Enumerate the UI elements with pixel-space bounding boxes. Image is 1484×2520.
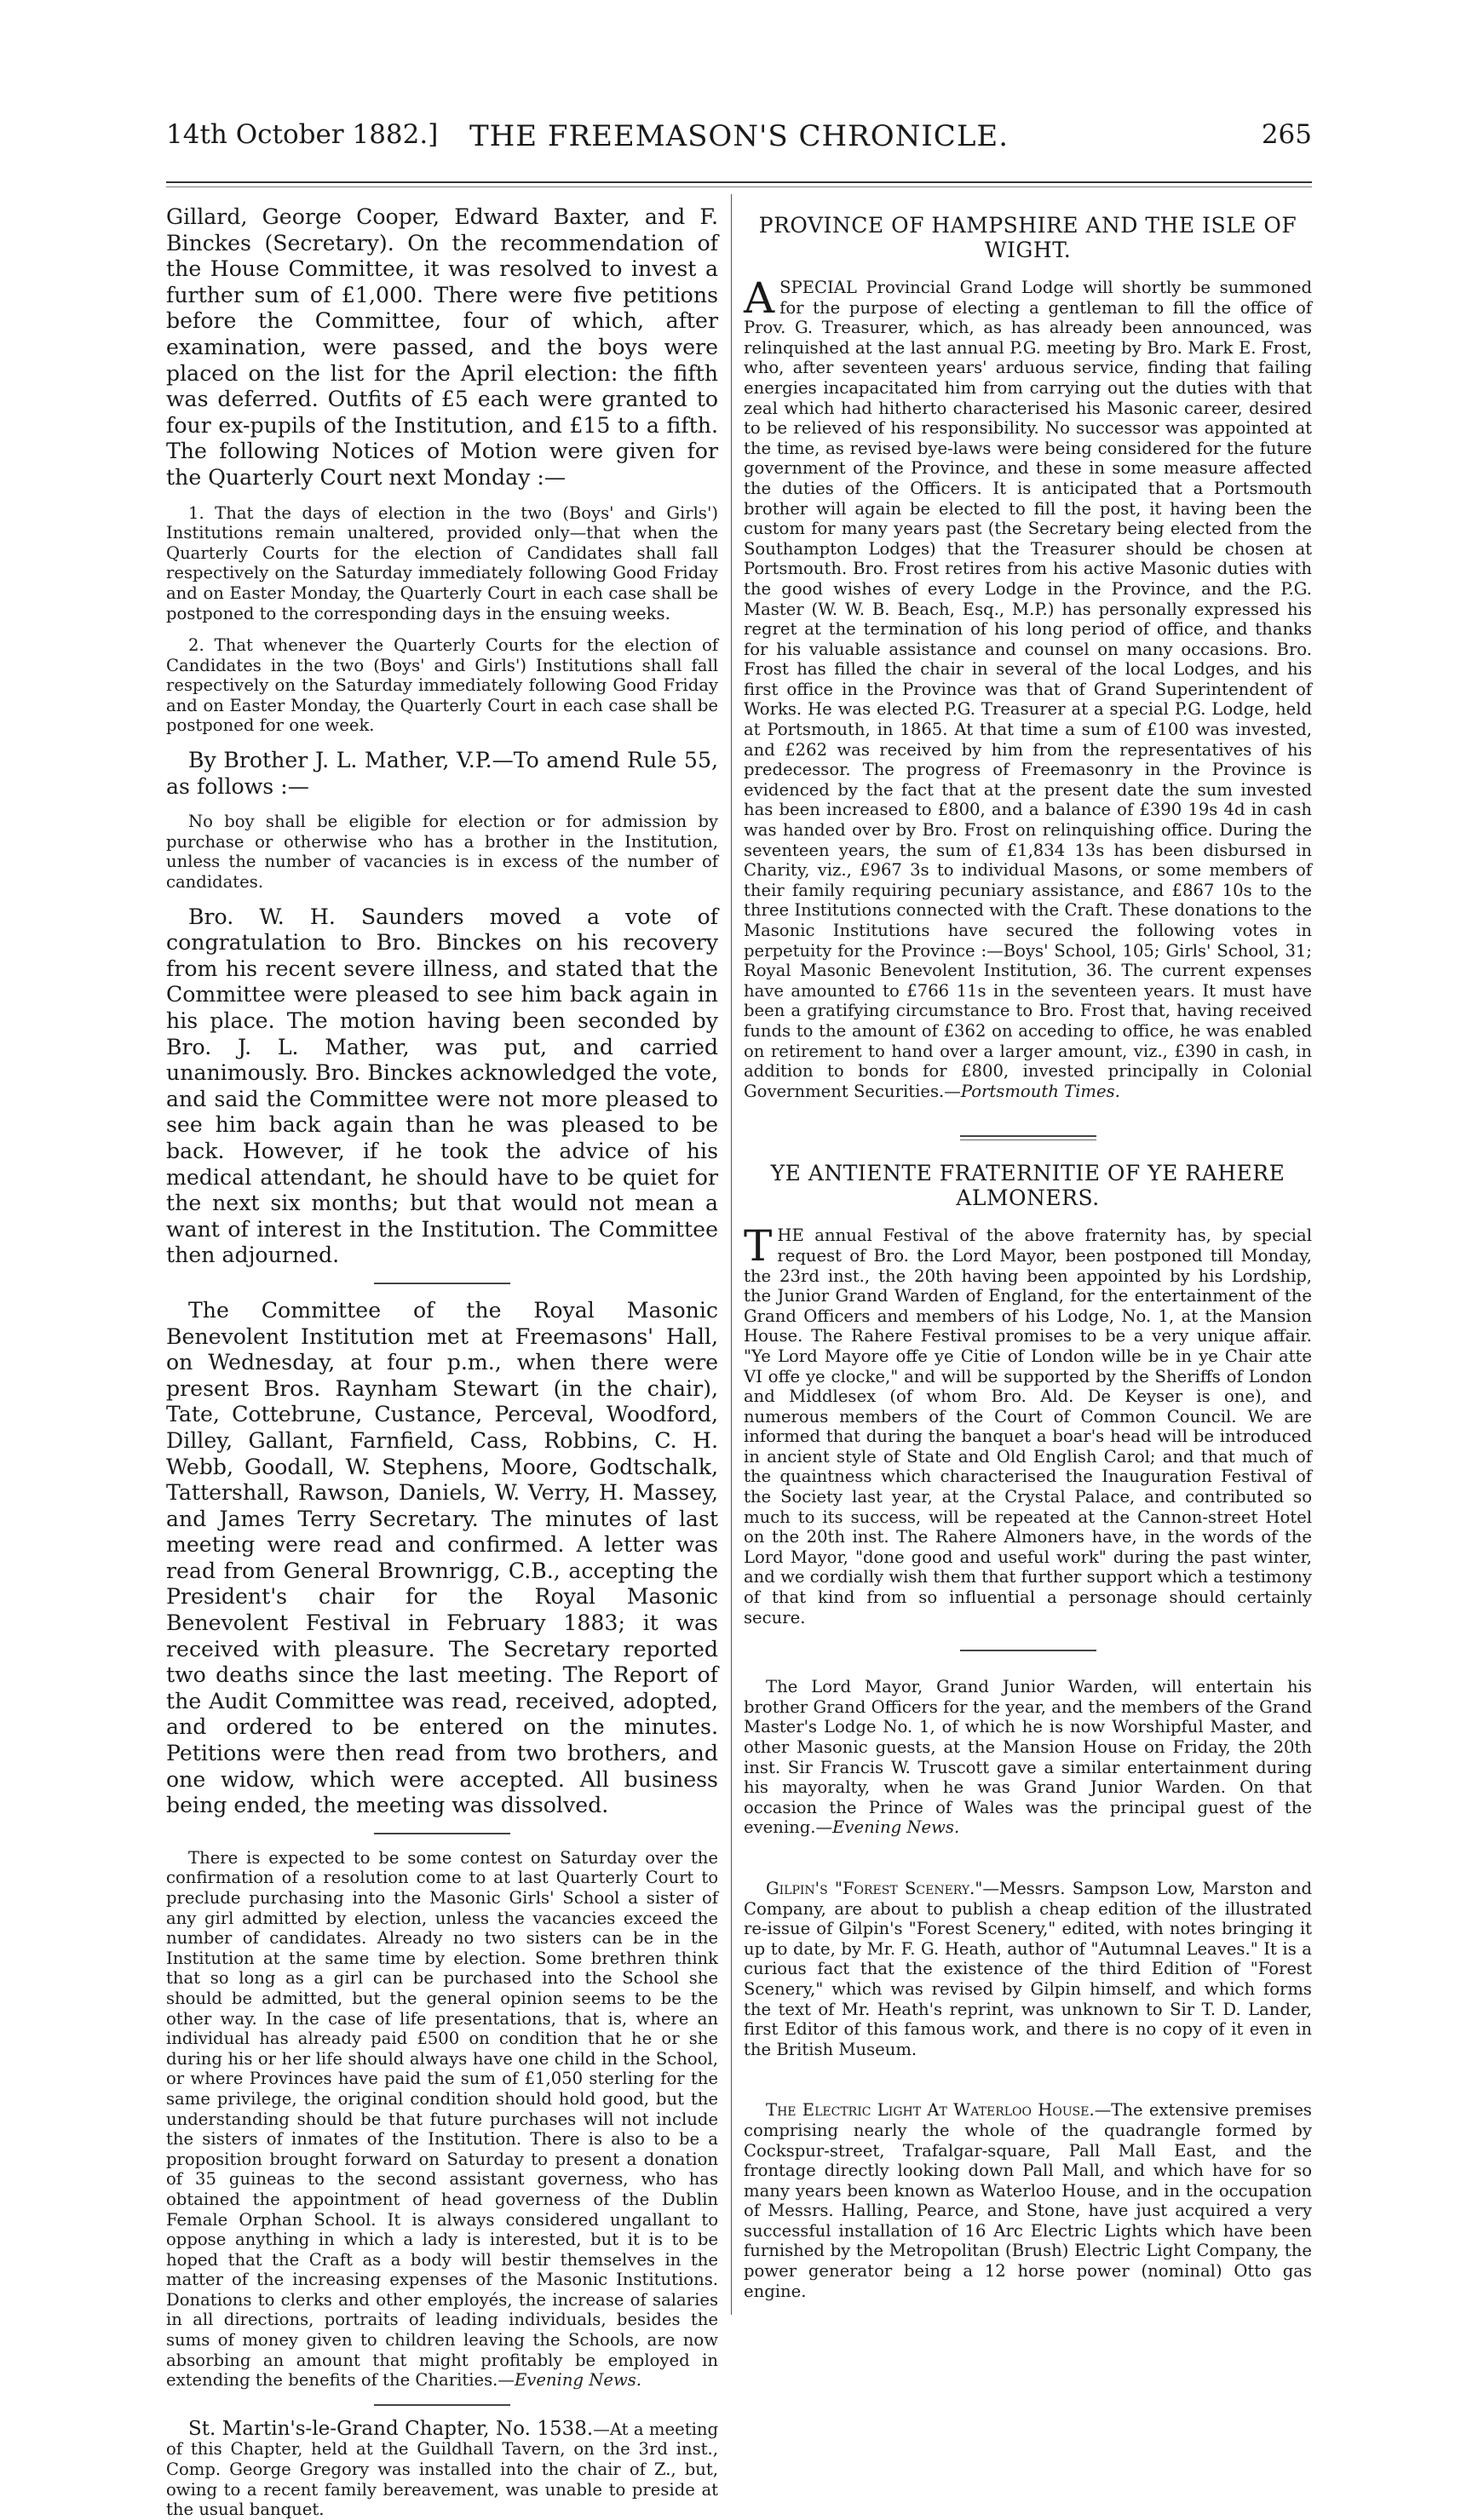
article-title: Gilpin's "Forest Scenery.": [766, 1878, 983, 1898]
section-separator: [374, 1283, 510, 1284]
rahere-heading: YE ANTIENTE FRATERNITIE OF YE RAHERE ALMONERS.: [770, 1161, 1286, 1211]
left-column: [166, 204, 718, 2520]
boys-institution-report: Gillard, George Cooper, Edward Baxter, and F. Binckes (Secretary). On the recommendation of the House Committee, it was resolved to invest a further sum of £1,000. There were five petitions before the Committee, four of which, after examination, were passed, and the boys were placed on the list for the April election: the fifth was deferred. Outfits of £5 each were granted to four ex-pupils of the Institution, and £15 to a fifth. The following Notices of Motion were given for the Quarterly Court next Monday :—: [166, 204, 718, 490]
section-separator: [960, 1135, 1096, 1137]
article-body: SPECIAL Provincial Grand Lodge will shortly be summoned for the purpose of electing a gentleman to fill the office of Prov. G. Treasurer, which, as has already been announced, was relinquished at the last annual P.G. meeting by Bro. Mark E. Frost, who, after seventeen years' arduous service, finding that failing energies incapacitated him from carrying out the duties with that zeal which had hitherto characterised his Masonic career, desired to be relieved of his responsibility. No successor was appointed at the time, as revised bye-laws were being considered for the future government of the Province, and these in some measure affected the duties of the Officers. It is anticipated that a Portsmouth brother will again be elected to fill the post, it having been the custom for many years past (the Secretary being elected from the Southampton Lodges) that the Treasurer should be chosen at Portsmouth. Bro. Frost retires from his active Masonic duties with the good wishes of every Lodge in the Province, and the P.G. Master (W. W. B. Beach, Esq., M.P.) has personally expressed his regret at the termination of his long period of office, and thanks for his valuable assistance and counsel on many occasions. Bro. Frost has filled the chair in several of the local Lodges, and his first office in the Province was that of Grand Superintendent of Works. He was elected P.G. Treasurer at a special P.G. Lodge, held at Portsmouth, in 1865. At that time a sum of £100 was invested, and £262 was received by him from the representatives of his predecessor. The progress of Freemasonry in the Province is evidenced by the fact that at the present date the sum invested has been increased to £800, and a balance of £390 19s 4d in cash was handed over by Bro. Frost on relinquishing office. During the seventeen years, the sum of £1,834 13s has been disbursed in Charity, viz., £967 3s to individual Masons, or some members of their family requiring pecuniary assistance, and £867 10s to the three Institutions connected with the Craft. These donations to the Masonic Institutions have secured the following votes in perpetuity for the Province :—Boys' School, 105; Girls' School, 31; Royal Masonic Benevolent Institution, 36. The current expenses have amounted to £766 11s in the seventeen years. It must have been a gratifying circumstance to Bro. Frost that, having received funds to the amount of £362 on acceding to office, he was enabled on retirement to hand over a larger amount, viz., £390 in cash, in addition to bonds for £800, invested principally in Colonial Government Securities.—: [744, 278, 1312, 1101]
right-column: [744, 204, 1312, 2301]
hampshire-heading: PROVINCE OF HAMPSHIRE AND THE ISLE OF WIGHT.: [758, 213, 1297, 262]
girls-school-contest-article: [166, 1848, 718, 2391]
notice-of-motion-2: 2. That whenever the Quarterly Courts for the election of Candidates in the two (Boys' and Girls') Institutions shall fall respectively on the Saturday immediately following Good Friday and on Easter Monday, the Quarterly Court in each case shall be postponed for one week.: [166, 635, 718, 736]
gilpin-article: [744, 1879, 1312, 2059]
publication-title: THE FREEMASON'S CHRONICLE.: [469, 119, 1009, 153]
rule-55-text: No boy shall be eligible for election or for admission by purchase or otherwise who has a brother in the Institution, unless the number of vacancies is in excess of the number of candidates.: [166, 812, 718, 893]
article-body: The Lord Mayor, Grand Junior Warden, will entertain his brother Grand Officers for the year, and the members of the Grand Master's Lodge No. 1, of which he is now Worshipful Master, and other Masonic guests, at the Mansion House on Friday, the 20th inst. Sir Francis W. Truscott gave a similar entertainment during his mayoralty, when he was Grand Junior Warden. On that occasion the Prince of Wales was the principal guest of the evening.—: [744, 1677, 1312, 1838]
chapter-notice: [166, 2417, 718, 2520]
notice-of-motion-1: 1. That the days of election in the two (Boys' and Girls') Institutions remain unaltered, provided only—that when the Quarterly Courts for the election of Candidates shall fall respectively on the Saturday immediately following Good Friday and on Easter Monday, the Quarterly Court in each case shall be postponed to the corresponding days in the ensuing weeks.: [166, 502, 718, 623]
page-number: 265: [1261, 119, 1312, 150]
mather-amendment: By Brother J. L. Mather, V.P.—To amend Rule 55, as follows :—: [166, 748, 718, 799]
article-body: There is expected to be some contest on Saturday over the confirmation of a resolution come to at last Quarterly Court to preclude purchasing into the Masonic Girls' School a sister of any girl admitted by election, unless the vacancies exceed the number of candidates. Already no two sisters can be in the Institution at the same time by election. Some brethren think that so long as a girl can be purchased into the School she should be admitted, but the general opinion seems to be the other way. In the case of life presentations, that is, where an individual has already paid £500 on condition that he or she during his or her life should always have one child in the School, or where Provinces have paid the sum of £1,050 sterling for the same privilege, the original condition should hold good, but the understanding should be that future purchases will not include the sisters of inmates of the Institution. There is also to be a proposition brought forward on Saturday to present a donation of 35 guineas to the second assistant governess, who has obtained the appointment of head governess of the Dublin Female Orphan School. It is always considered ungallant to oppose anything in which a lady is interested, but it is to be hoped that the Craft as a body will bestir themselves in the matter of the increasing expenses of the Masonic Institutions. Donations to clerks and other employés, the increase of salaries in all directions, portraits of leading individuals, besides the sums of money given to children leaving the Schools, are now absorbing an amount that might profitably be employed in extending the benefits of the Charities.—: [166, 1847, 718, 2391]
electric-light-article: [744, 2100, 1312, 2301]
congratulation-paragraph: Bro. W. H. Saunders moved a vote of congratulation to Bro. Binckes on his recovery from his recent severe illness, and stated that the Committee were pleased to see him back again in his place. The motion having been seconded by Bro. J. L. Mather, was put, and carried unanimously. Bro. Binckes acknowledged the vote, and said the Committee were not more pleased to see him back again than he was pleased to be back. However, if he took the advice of his medical attendant, he should have to be quiet for the next six months; but that would not mean a want of interest in the Institution. The Committee then adjourned.: [166, 904, 718, 1268]
chapter-body: —At a meeting of this Chapter, held at the Guildhall Tavern, on the 3rd inst., Comp. George Gregory was installed into the chair of Z., but, owing to a recent family bereavement, was unable to preside at the usual banquet.: [166, 2419, 718, 2520]
section-separator: [374, 2404, 510, 2406]
issue-date: 14th October 1882.]: [166, 119, 439, 150]
article-source: Portsmouth Times.: [960, 1081, 1120, 1101]
hampshire-article: [744, 273, 1312, 1101]
article-body: —The extensive premises comprising nearly the whole of the quadrangle formed by Cockspur-street, Trafalgar-square, Pall Mall East, and the frontage directly looking down Pall Mall, and which have for so many years been known as Waterloo House, and in the occupation of Messrs. Halling, Pearce, and Stone, have just acquired a very successful installation of 16 Arc Electric Lights which have been furnished by the Metropolitan (Brush) Electric Light Company, the power generator being a 12 horse power (nominal) Otto gas engine.: [744, 2100, 1312, 2301]
section-separator: [960, 1650, 1096, 1651]
article-source: Evening News.: [832, 1817, 960, 1838]
article-body: HE annual Festival of the above fraternity has, by special request of Bro. the Lord Mayor, been postponed till Monday, the 23rd inst., the 20th having been appointed by his Lordship, the Junior Grand Warden of England, for the entertainment of the Grand Officers and members of his Lodge, No. 1, at the Mansion House. The Rahere Festival promises to be a very unique affair. "Ye Lord Mayore offe ye Citie of London wille be in ye Chair atte VI offe ye clocke," and will be supported by the Sheriffs of London and Middlesex (of whom Bro. Ald. De Keyser is one), and numerous members of the Court of Common Council. We are informed that during the banquet a boar's head will be introduced in ancient style of State and Old English Carol; and that much of the quaintness which characterised the Inauguration Festival of the Society last year, at the Crystal Palace, and contributed so much to its success, will be repeated at the Cannon-street Hotel on the 20th inst. The Rahere Almoners have, in the words of the Lord Mayor, "done good and useful work" during the past winter, and we cordially wish them that further support which a testimony of that kind from so influential a personage should certainly secure.: [744, 1226, 1312, 1627]
header-rule: [166, 181, 1312, 183]
rahere-article: [744, 1221, 1312, 1627]
page-header: [166, 119, 1312, 170]
article-title: The Electric Light At Waterloo House.: [766, 2100, 1095, 2121]
benevolent-committee-report: The Committee of the Royal Masonic Benevolent Institution met at Freemasons' Hall, on Wednesday, at four p.m., when there were present Bros. Raynham Stewart (in the chair), Tate, Cottebrune, Custance, Perceval, Woodford, Dilley, Gallant, Farnfield, Cass, Robbins, C. H. Webb, Goodall, W. Stephens, Moore, Godtschalk, Tattershall, Rawson, Daniels, W. Verry, H. Massey, and James Terry Secretary. The minutes of last meeting were read and confirmed. A letter was read from General Brownrigg, C.B., accepting the President's chair for the Royal Masonic Benevolent Festival in February 1883; it was received with pleasure. The Secretary reported two deaths since the last meeting. The Report of the Audit Committee was read, received, adopted, and ordered to be entered on the minutes. Petitions were then read from two brothers, and one widow, which were accepted. All business being ended, the meeting was dissolved.: [166, 1297, 718, 1818]
section-separator: [374, 1833, 510, 1834]
drop-cap: T: [744, 1221, 773, 1271]
article-body: —Messrs. Sampson Low, Marston and Company, are about to publish a cheap edition of the illustrated re-issue of Gilpin's "Forest Scenery," edited, with notes bringing it up to date, by Mr. F. G. Heath, author of "Autumnal Leaves." It is a curious fact that the existence of the third Edition of "Forest Scenery," which was revised by Gilpin himself, and which forms the text of Mr. Heath's reprint, was unknown to Sir T. D. Lander, first Editor of this famous work, and there is no copy of it even in the British Museum.: [744, 1878, 1312, 2059]
drop-cap: A: [744, 273, 775, 323]
column-divider: [731, 194, 732, 2315]
lord-mayor-article: [744, 1677, 1312, 1838]
article-source: Evening News.: [514, 2370, 642, 2391]
chapter-title: St. Martin's-le-Grand Chapter, No. 1538.: [188, 2417, 594, 2440]
